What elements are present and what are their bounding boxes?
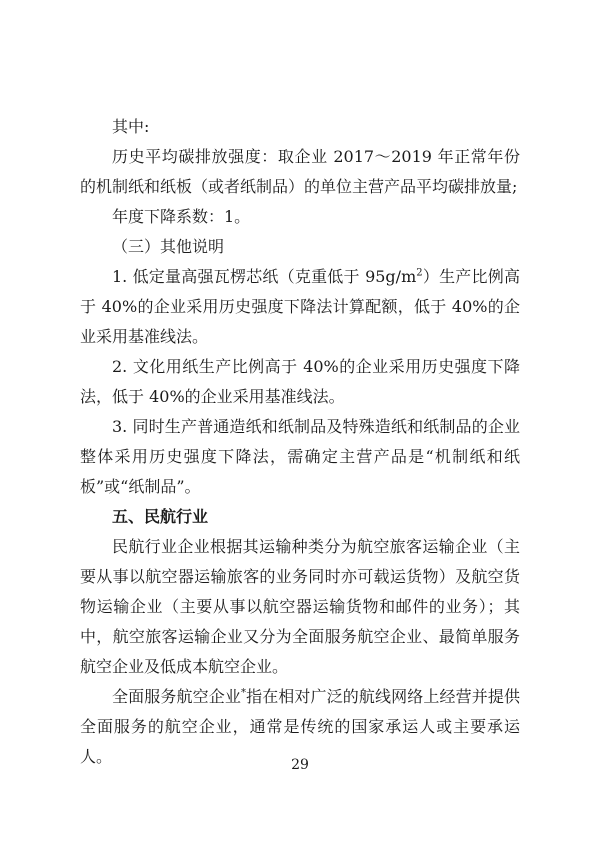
full-service-text-a: 全面服务航空企业 (112, 687, 241, 706)
item-1-text-a: 1. 低定量高强瓦楞芯纸（克重低于 95g/m (112, 267, 417, 286)
heading-aviation: 五、民航行业 (112, 507, 209, 526)
footnote-marker: * (240, 687, 246, 699)
full-service-text-b: 指在相对广泛的航线网络上经营并提供全面服务的航空企业，通常是传统的国家承运人或主要承运人。 (80, 687, 520, 766)
item-1-text-b: ）生产比例高于 40%的企业采用历史强度下降法计算配额，低于 40%的企业采用基准线法。 (80, 267, 520, 346)
paragraph-aviation: 民航行业企业根据其运输种类分为航空旅客运输企业（主要从事以航空器运输旅客的业务同时亦可载运货物）及航空货物运输企业（主要从事以航空器运输货物和邮件的业务）；其中，航空旅客运输企业又分为全面服务航空企业、最简单服务航空企业及低成本航空企业。 (80, 537, 520, 676)
paragraph-item-3: 3. 同时生产普通造纸和纸制品及特殊造纸和纸制品的企业整体采用历史强度下降法，需确定主营产品是“机制纸和纸板”或“纸制品”。 (80, 417, 520, 496)
paragraph-history-intensity: 历史平均碳排放强度：取企业 2017～2019 年正常年份的机制纸和纸板（或者纸制品）的单位主营产品平均碳排放量; (80, 147, 520, 196)
paragraph-item-1 (80, 262, 520, 352)
heading-other-notes: （三）其他说明 (112, 237, 225, 256)
page-number: 29 (291, 757, 309, 773)
paragraph-item-2: 2. 文化用纸生产比例高于 40%的企业采用历史强度下降法，低于 40%的企业采用基准线法。 (80, 357, 520, 406)
paragraph-qizhong: 其中: (112, 117, 150, 136)
item-1-superscript: 2 (416, 267, 423, 279)
paragraph-decline-factor: 年度下降系数：1。 (112, 207, 251, 226)
